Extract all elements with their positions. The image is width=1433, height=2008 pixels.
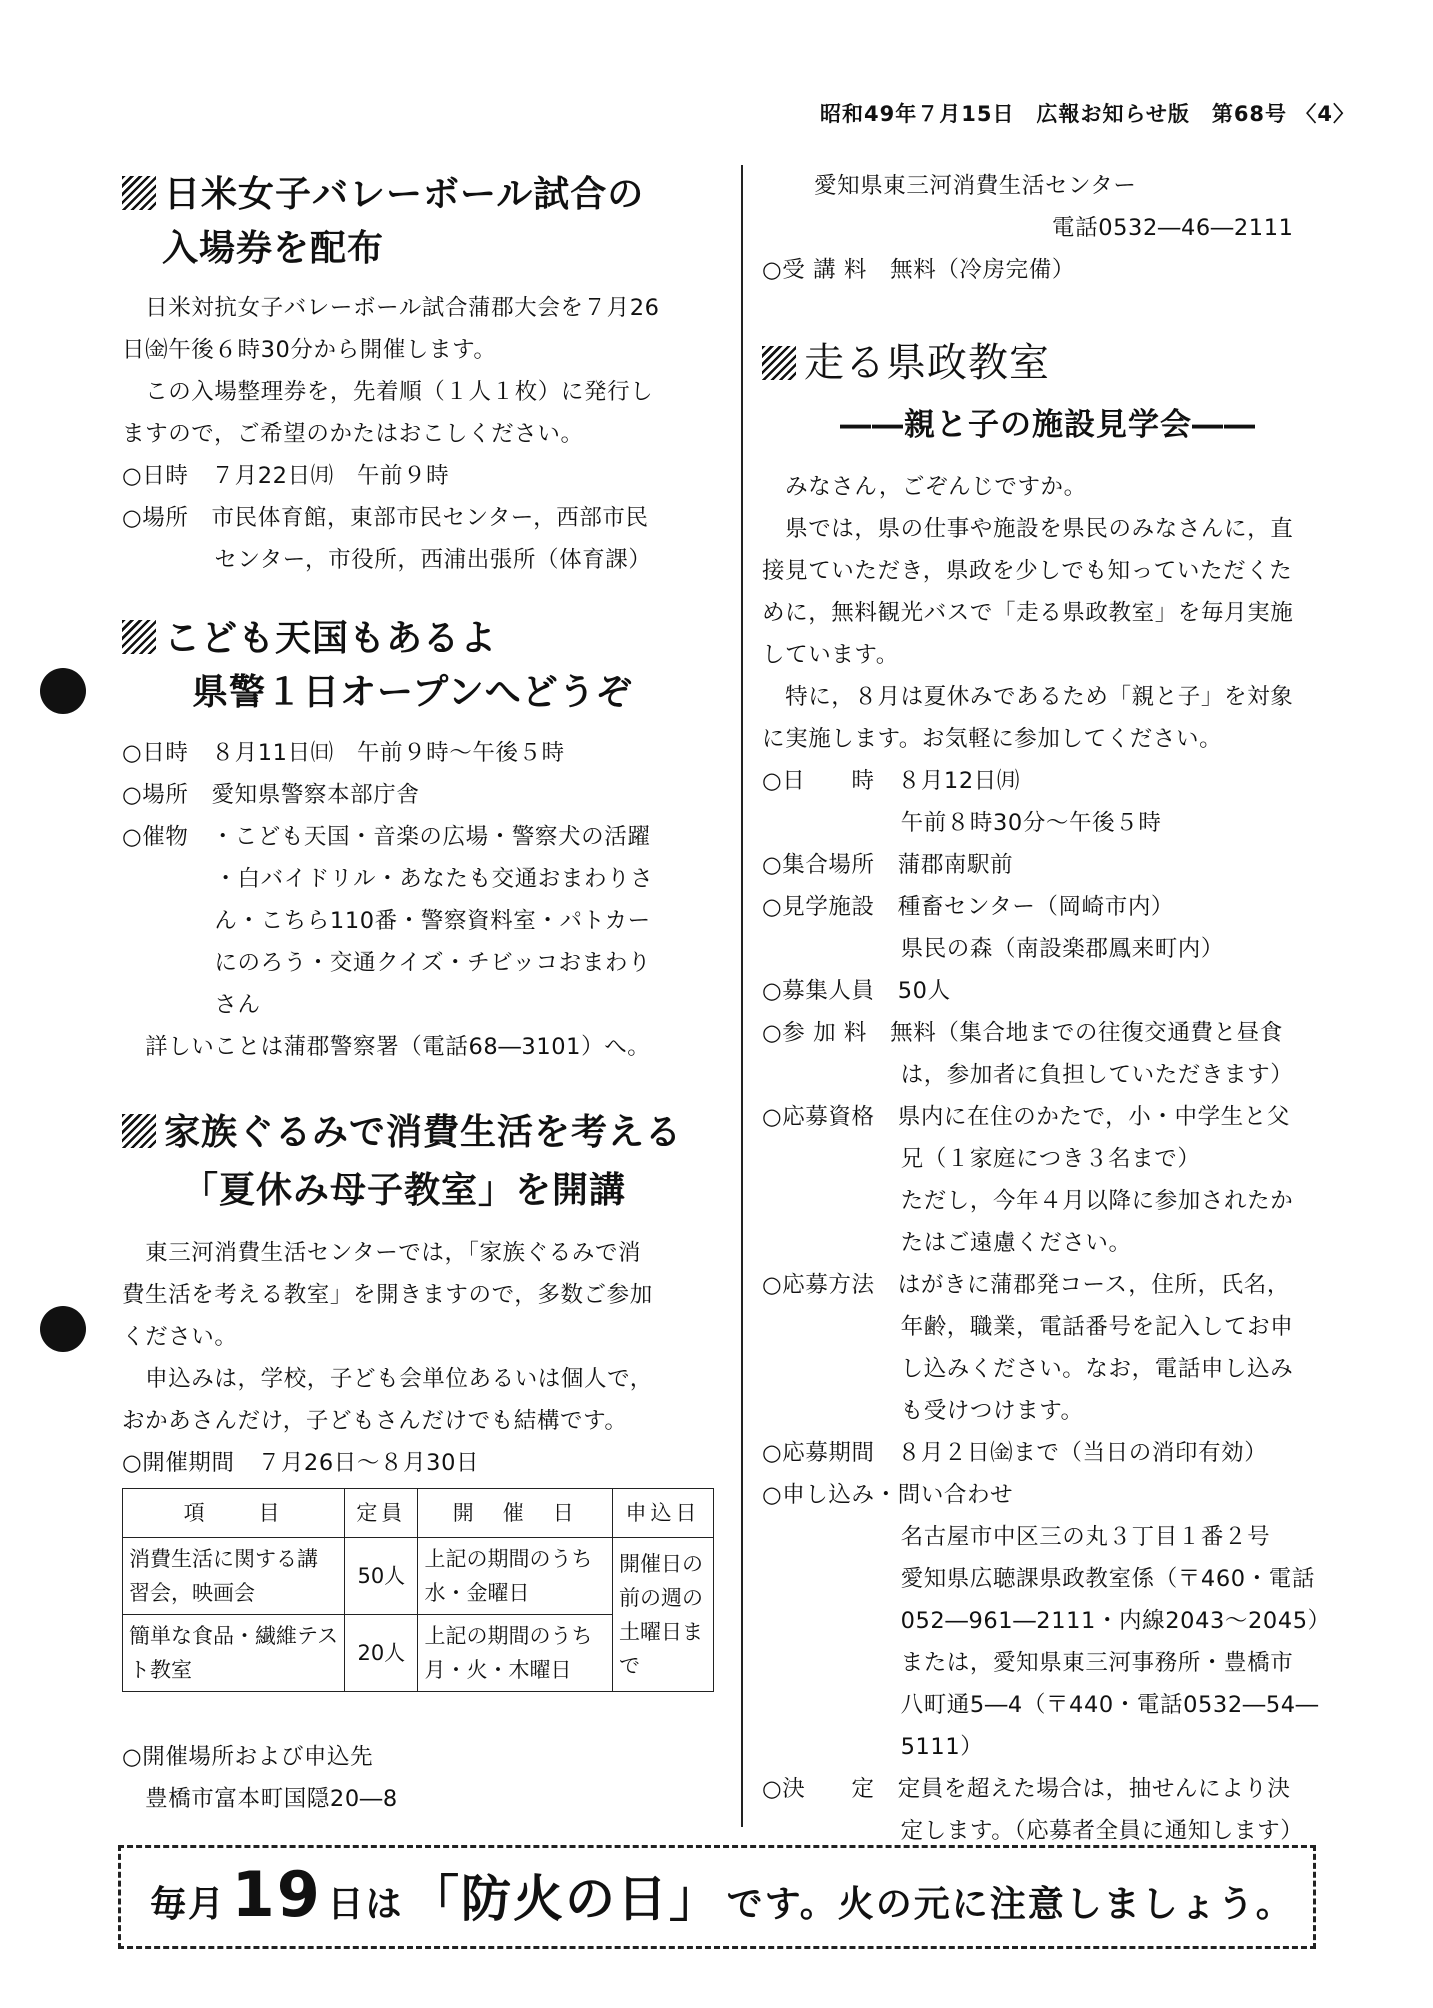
consumer-title: 家族ぐるみで消費生活を考える bbox=[122, 1106, 682, 1160]
volleyball-title: 日米女子バレーボール試合の bbox=[122, 168, 644, 222]
table-header-item: 項 目 bbox=[123, 1489, 345, 1538]
table-cell-item: 消費生活に関する講習会，映画会 bbox=[123, 1538, 345, 1615]
column-divider bbox=[741, 165, 743, 1827]
consumer-contact: 愛知県東三河消費生活センター 電話0532―46―2111 ○受 講 料 無料（冷房完備） bbox=[762, 173, 1294, 283]
banner-day-number: 19 bbox=[231, 1858, 322, 1931]
table-header-days: 開 催 日 bbox=[418, 1489, 613, 1538]
kensei-title: 走る県政教室 bbox=[762, 336, 1050, 390]
consumer-text: 東三河消費生活センターでは，「家族ぐるみで消 費生活を考える教室」を開きますので，多数ご参加 ください。 申込みは，学校，子ども会単位あるいは個人で， おかあさんだけ，子どもさんだけでも結構です。 ○開催期間 ７月26日～８月30日 bbox=[122, 1240, 653, 1476]
table-cell-capacity: 20人 bbox=[345, 1615, 418, 1692]
kensei-text: みなさん，ごぞんじですか。 県では，県の仕事や施設を県民のみなさんに，直 接見ていただき，県政を少しでも知っていただくた めに，無料観光バスで「走る県政教室」を毎月実施 しています。 特に，８月は夏休みであるため「親と子」を対象 に実施します。お気軽に参加してください。 ○日 時 ８月12日㈪ 午前８時30分～午後５時 ○集合場所 蒲郡南駅前 ○見学施設 種畜センター（岡崎市内） 県民の森（南設楽郡鳳来町内） ○募集人員 50人 ○参 加 料 無料（集合地までの往復交通費と昼食 は，参加者に負担していただきます） ○応募資格 県内に在住のかたで，小・中学生と父 兄（１家庭につき３名まで） ただし，今年４月以降に参加されたか たはご遠慮ください。 ○応募方法 はがきに蒲郡発コース，住所，氏名， 年齢，職業，電話番号を記入してお申 し込みください。なお，電話申し込み も受けつけます。 ○応募期間 ８月２日㈮まで（当日の消印有効） ○申し込み・問い合わせ 名古屋市中区三の丸３丁目１番２号 愛知県広聴課県政教室係（〒460・電話 052―961―2111・内線2043～2045） または，愛知県東三河事務所・豊橋市 八町通5―4（〒440・電話0532―54― 5111） ○決 定 定員を超えた場合は，抽せんにより決 定します。（応募者全員に通知します） bbox=[762, 474, 1331, 1844]
punch-hole-mark bbox=[40, 668, 86, 714]
volleyball-text: 日米対抗女子バレーボール試合蒲郡大会を７月26 日㈮午後６時30分から開催します。 この入場整理券を，先着順（１人１枚）に発行し ますので，ご希望のかたはおこしください。 ○日時 ７月22日㈪ 午前９時 ○場所 市民体育館，東部市民センター，西部市民 センター，市役所，西浦出張所（体育課） bbox=[122, 295, 660, 573]
fire-prevention-banner-text bbox=[150, 1858, 1294, 1931]
banner-part: です。火の元に注意しましょう。 bbox=[726, 1884, 1294, 1925]
banner-part: 毎月 bbox=[150, 1884, 227, 1925]
table-row bbox=[123, 1538, 714, 1615]
police-text: ○日時 ８月11日㈰ 午前９時～午後５時 ○場所 愛知県警察本部庁舎 ○催物 ・こども天国・音楽の広場・警察犬の活躍 ・白バイドリル・あなたも交通おまわりさ ん・こちら110番・警察資料室・パトカー にのろう・交通クイズ・チビッコおまわり さん 詳しいことは蒲郡警察署（電話68―3101）へ。 bbox=[122, 740, 654, 1060]
table-cell-item: 簡単な食品・繊維テスト教室 bbox=[123, 1615, 345, 1692]
table-cell-apply: 開催日の前の週の土曜日まで bbox=[613, 1538, 714, 1692]
table-header-apply: 申込日 bbox=[613, 1489, 714, 1538]
kensei-subtitle: ――親と子の施設見学会―― bbox=[840, 407, 1256, 443]
table-header-capacity: 定員 bbox=[345, 1489, 418, 1538]
banner-part: 日は bbox=[327, 1884, 404, 1925]
banner-emphasis: 「防火の日」 bbox=[409, 1870, 722, 1928]
police-title-line2: 県警１日オープンへどうぞ bbox=[192, 672, 633, 713]
hatch-bullet-icon bbox=[122, 620, 156, 654]
hatch-bullet-icon bbox=[122, 176, 156, 210]
police-title: こども天国もあるよ bbox=[122, 612, 497, 666]
volleyball-title-line2: 入場券を配布 bbox=[162, 228, 385, 269]
schedule-table bbox=[122, 1488, 714, 1692]
consumer-title-line2: 「夏休み母子教室」を開講 bbox=[182, 1170, 627, 1211]
hatch-bullet-icon bbox=[762, 346, 796, 380]
hatch-bullet-icon bbox=[122, 1114, 156, 1148]
table-cell-days: 上記の期間のうち水・金曜日 bbox=[418, 1538, 613, 1615]
table-header-row bbox=[123, 1489, 714, 1538]
table-cell-capacity: 50人 bbox=[345, 1538, 418, 1615]
page-header: 昭和49年７月15日 広報お知らせ版 第68号 〈4〉 bbox=[820, 102, 1355, 126]
consumer-venue: ○開催場所および申込先 豊橋市富本町国隠20―8 bbox=[122, 1744, 398, 1812]
punch-hole-mark bbox=[40, 1306, 86, 1352]
table-cell-days: 上記の期間のうち月・火・木曜日 bbox=[418, 1615, 613, 1692]
